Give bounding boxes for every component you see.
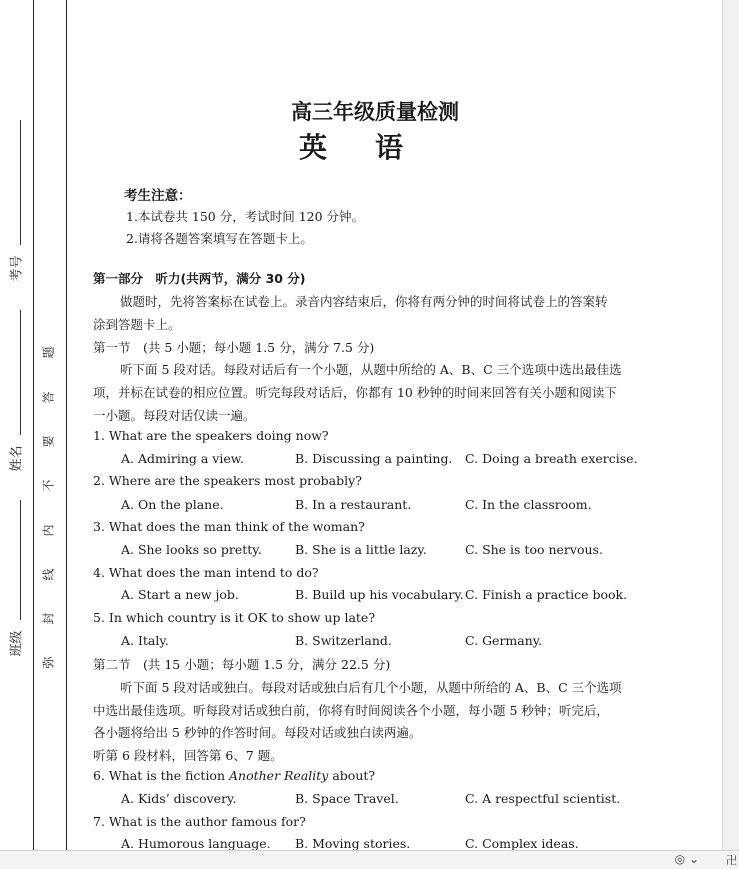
question-6-prefix: 6. What is the fiction [93,768,229,783]
option-a: A. She looks so pretty. [121,542,262,557]
seal-char: 封 [41,612,56,625]
section2-instructions: 中选出最佳选项。听每段对话或独白前，你将有时间阅读各个小题，每小题 5 秒钟；听完后， [93,703,609,718]
section1-instructions: 项，并标在试卷的相应位置。听完每段对话后，你都有 10 秒钟的时间来回答有关小题和阅读下 [93,385,617,400]
question-1: 1. What are the speakers doing now? [93,428,329,443]
seal-char: 线 [41,568,56,581]
kaohao-label: 考号 [9,255,25,282]
section2-instructions: 各小题将给出 5 秒钟的作答时间。每段对话或独白读两遍。 [93,725,422,740]
notice-heading: 考生注意： [124,188,192,204]
exam-title: 高三年级质量检测 [291,100,459,124]
status-bar [0,850,739,869]
xingming-label: 姓名 [9,445,25,472]
subject-title: 英语 [298,131,451,164]
seal-char: 内 [41,524,56,537]
section2-heading: 第二节 (共 15 小题；每小题 1.5 分，满分 22.5 分) [93,657,391,672]
section2-instructions: 听下面 5 段对话或独白。每段对话或独白后有几个小题，从题中所给的 A、B、C 三个选项 [120,680,622,695]
option-a: A. Kids’ discovery. [121,791,237,806]
seal-char: 不 [41,479,56,492]
option-c: C. Finish a practice book. [465,587,628,602]
question-2: 2. Where are the speakers most probably? [93,473,362,488]
section1-instructions: 一小题。每段对话仅读一遍。 [93,408,256,423]
option-b: B. Switzerland. [295,633,392,648]
option-b: B. Build up his vocabulary. [295,587,464,602]
option-b: B. Space Travel. [295,791,399,806]
option-a: A. Humorous language. [121,836,271,850]
seal-char: 答 [41,391,56,404]
option-c: C. A respectful scientist. [465,791,621,806]
banji-underline [20,500,21,620]
corner-icon[interactable]: 卍 [726,854,737,867]
part1-intro: 做题时，先将答案标在试卷上。录音内容结束后，你将有两分钟的时间将试卷上的答案转 [120,294,608,309]
option-a: A. Admiring a view. [121,451,244,466]
part1-intro: 涂到答题卡上。 [93,317,181,332]
option-c: C. She is too nervous. [465,542,603,557]
xingming-underline [20,310,21,435]
question-5: 5. In which country is it OK to show up late? [93,610,376,625]
option-b: B. Discussing a painting. [295,451,453,466]
side-scroll-panel[interactable] [722,0,739,850]
notice-item: 1.本试卷共 150 分，考试时间 120 分钟。 [126,209,365,224]
option-a: A. On the plane. [121,497,224,512]
question-4: 4. What does the man intend to do? [93,565,319,580]
option-a: A. Italy. [121,633,169,648]
option-b: B. Moving stories. [295,836,411,850]
eye-icon[interactable]: ◎ ⌄ [674,852,699,866]
banji-label: 班级 [9,630,25,657]
option-a: A. Start a new job. [121,587,239,602]
fiction-title: Another Reality [229,768,329,783]
section1-heading: 第一节 (共 5 小题；每小题 1.5 分，满分 7.5 分) [93,340,375,355]
notice-item: 2.请将各题答案填写在答题卡上。 [126,231,313,246]
material-note: 听第 6 段材料，回答第 6、7 题。 [93,748,283,763]
option-c: C. Complex ideas. [465,836,579,850]
option-c: C. Germany. [465,633,543,648]
option-b: B. She is a little lazy. [295,542,427,557]
question-3: 3. What does the man think of the woman? [93,519,365,534]
seal-char: 弥 [41,656,56,669]
question-6-suffix: about? [328,768,376,783]
part1-heading: 第一部分 听力(共两节，满分 30 分) [93,271,306,286]
question-6 [93,768,375,783]
option-c: C. Doing a breath exercise. [465,451,638,466]
section1-instructions: 听下面 5 段对话。每段对话后有一个小题，从题中所给的 A、B、C 三个选项中选出最佳选 [120,362,622,377]
question-7: 7. What is the author famous for? [93,814,306,829]
seal-char: 要 [41,435,56,448]
option-c: C. In the classroom. [465,497,592,512]
option-b: B. In a restaurant. [295,497,412,512]
seal-char: 题 [41,346,56,359]
